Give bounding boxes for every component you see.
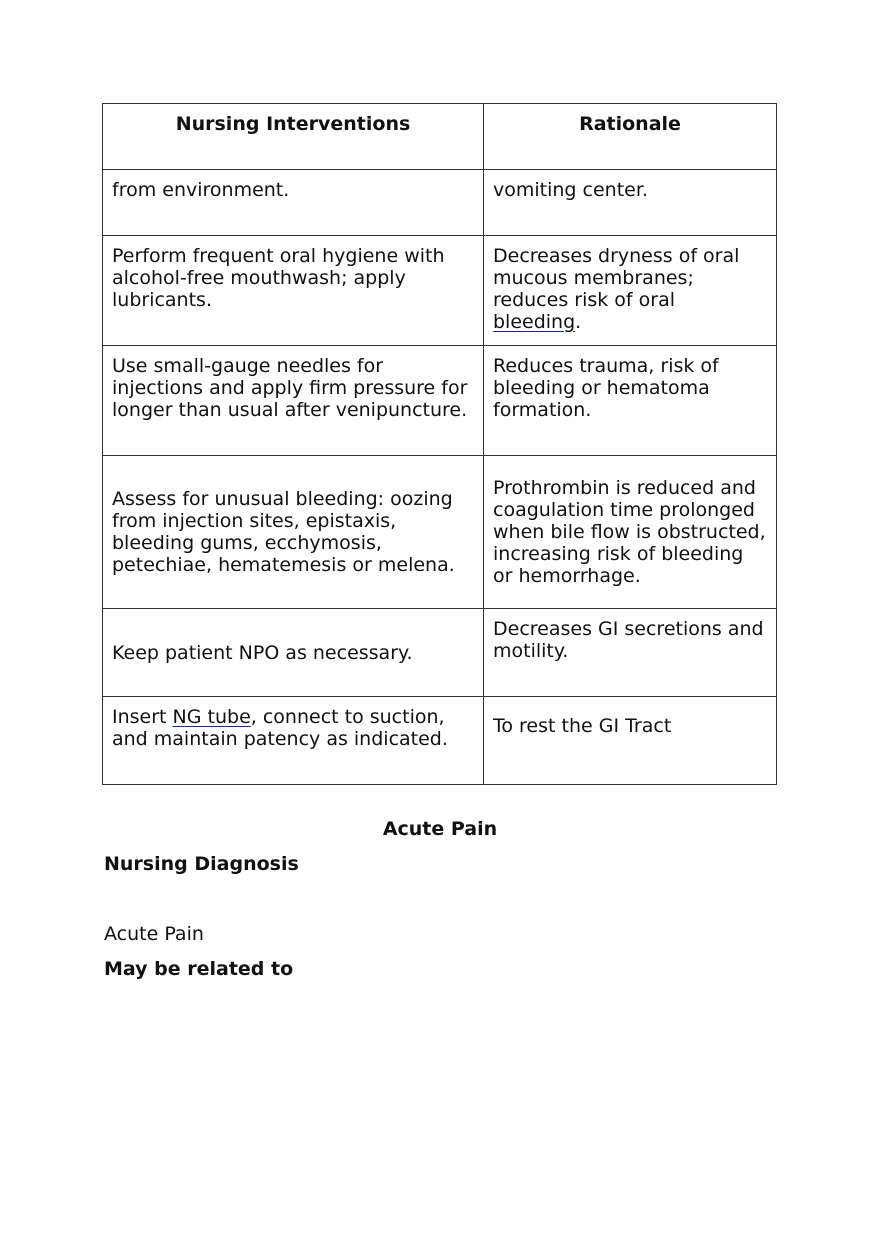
- bleeding-link[interactable]: bleeding: [493, 311, 576, 333]
- diagnosis-text: Acute Pain: [104, 923, 204, 945]
- table-header-row: [103, 104, 777, 170]
- table-row: [103, 609, 777, 697]
- column-header-interventions: Nursing Interventions: [103, 104, 484, 170]
- rationale-cell: Decreases GI secretions and motility.: [484, 609, 777, 697]
- table-row: [103, 236, 777, 346]
- intervention-cell: from environment.: [103, 170, 484, 236]
- rationale-cell: Reduces trauma, risk of bleeding or hematoma formation.: [484, 346, 777, 456]
- ng-tube-link[interactable]: NG tube: [172, 706, 251, 728]
- intervention-cell: Keep patient NPO as necessary.: [103, 609, 484, 697]
- intervention-text: Insert: [112, 706, 173, 728]
- rationale-text: .: [575, 311, 582, 333]
- table-row: [103, 170, 777, 236]
- intervention-cell: Use small-gauge needles for injections and apply firm pressure for longer than usual after venipuncture.: [103, 346, 484, 456]
- rationale-cell: To rest the GI Tract: [484, 697, 777, 785]
- nursing-diagnosis-heading: Nursing Diagnosis: [104, 853, 299, 875]
- table-row: [103, 697, 777, 785]
- intervention-cell: Perform frequent oral hygiene with alcohol-free mouthwash; apply lubricants.: [103, 236, 484, 346]
- related-to-heading: May be related to: [104, 958, 294, 980]
- rationale-cell: vomiting center.: [484, 170, 777, 236]
- section-title: Acute Pain: [382, 818, 498, 840]
- intervention-text: , connect to suction, and maintain patency as indicated.: [112, 706, 448, 750]
- table-row: [103, 456, 777, 609]
- column-header-rationale: Rationale: [484, 104, 777, 170]
- rationale-cell: [484, 236, 777, 346]
- intervention-cell: [103, 697, 484, 785]
- table-row: [103, 346, 777, 456]
- nursing-care-table: [102, 103, 777, 785]
- intervention-cell: Assess for unusual bleeding: oozing from injection sites, epistaxis, bleeding gums, ecchymosis, petechiae, hematemesis or melena.: [103, 456, 484, 609]
- rationale-cell: Prothrombin is reduced and coagulation time prolonged when bile flow is obstructed, increasing risk of bleeding or hemorrhage.: [484, 456, 777, 609]
- rationale-text: Decreases dryness of oral mucous membranes; reduces risk of oral: [493, 245, 740, 311]
